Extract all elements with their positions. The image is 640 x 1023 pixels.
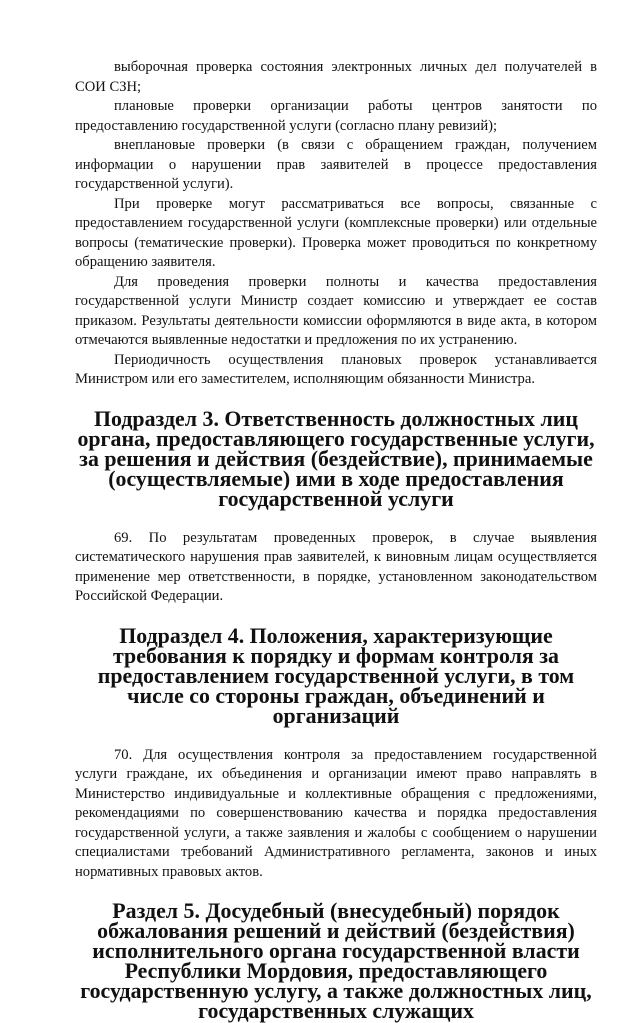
- paragraph-unplanned-checks: внеплановые проверки (в связи с обращением граждан, получением информации о нарушении прав заявителей в процессе предоставления государственной услуги).: [75, 137, 597, 192]
- paragraph-69: 69. По результатам проведенных проверок, в случае выявления систематического нарушения прав заявителей, к виновным лицам осуществляется применение мер ответственности, в порядке, установленном законодательством Российской Федерации.: [75, 529, 597, 604]
- document-page: [75, 58, 597, 1021]
- subsection-3-heading: Подраздел 3. Ответственность должностных лиц органа, предоставляющего государственные услуги, за решения и действия (бездействие), принимаемые (осуществляемые) ими в ходе предоставления государственной услуги: [77, 405, 595, 511]
- paragraph-periodicity: Периодичность осуществления плановых проверок устанавливается Министром или его заместителем, исполняющим обязанности Министра.: [75, 351, 597, 387]
- paragraph-selective-check: выборочная проверка состояния электронных личных дел получателей в СОИ СЗН;: [75, 59, 597, 95]
- paragraph-check-scope: При проверке могут рассматриваться все вопросы, связанные с предоставлением государственной услуги (комплексные проверки) или отдельные вопросы (тематические проверки). Проверка может проводиться по конкретному обращению заявителя.: [75, 195, 597, 270]
- section-5-heading: Раздел 5. Досудебный (внесудебный) порядок обжалования решений и действий (бездействия) исполнительного органа государственной власти Республики Мордовия, предоставляющего государственную услугу, а также должностных лиц, государственных служащих: [80, 898, 592, 1023]
- subsection-4-heading: Подраздел 4. Положения, характеризующие требования к порядку и формам контроля за предоставлением государственной услуги, в том числе со стороны граждан, объединений и организаций: [97, 622, 575, 728]
- paragraph-commission: Для проведения проверки полноты и качества предоставления государственной услуги Министр создает комиссию и утверждает ее состав приказом. Результаты деятельности комиссии оформляются в виде акта, в котором отмечаются выявленные недостатки и предложения по их устранению.: [75, 273, 597, 348]
- paragraph-70: 70. Для осуществления контроля за предоставлением государственной услуги граждане, их объединения и организации имеют право направлять в Министерство индивидуальные и коллективные обращения с предложениями, рекомендациями по совершенствованию качества и порядка предоставления государственной услуги, а также заявления и жалобы с сообщением о нарушении специалистами требований Административного регламента, законов и иных нормативных правовых актов.: [75, 746, 597, 880]
- paragraph-planned-checks: плановые проверки организации работы центров занятости по предоставлению государственной услуги (согласно плану ревизий);: [75, 98, 597, 134]
